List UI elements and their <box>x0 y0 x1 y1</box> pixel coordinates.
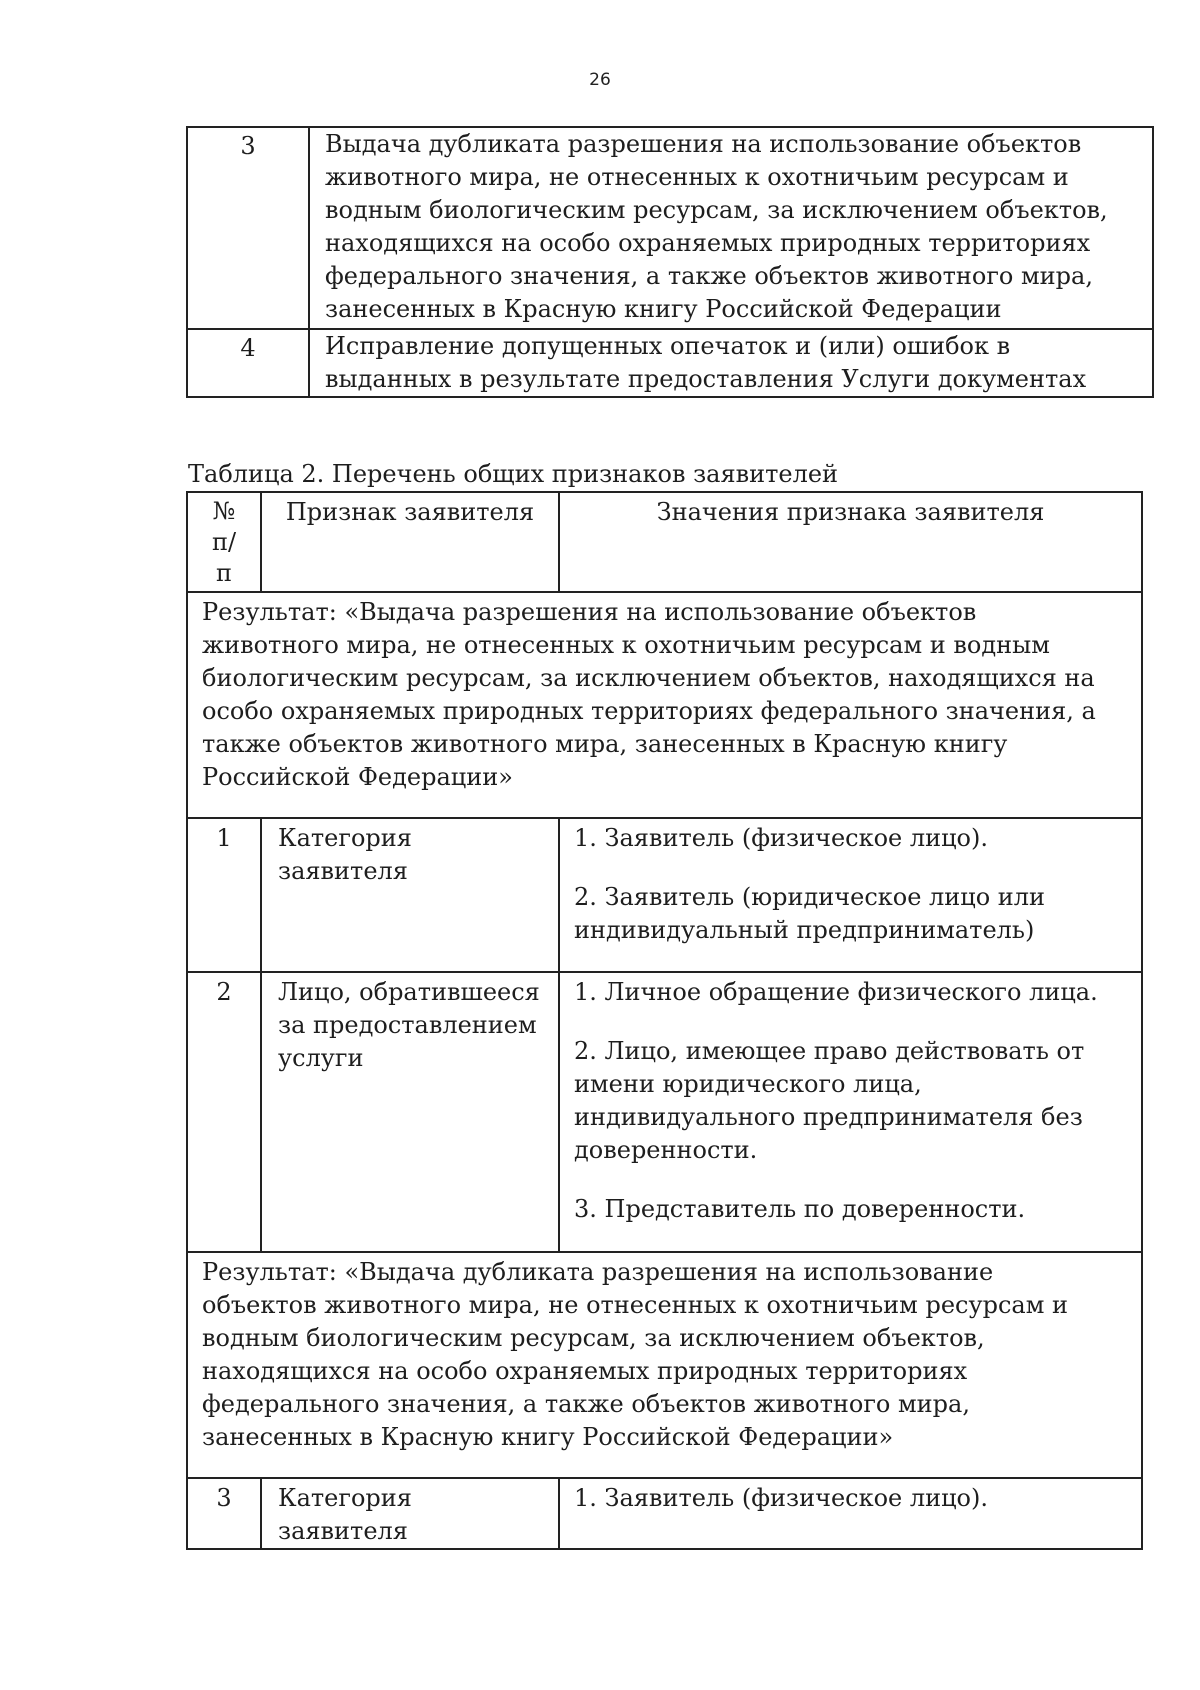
text-line: также объектов животного мира, занесенных в Красную книгу <box>202 730 1008 758</box>
header-number <box>187 492 261 592</box>
text-line: биологическим ресурсам, за исключением объектов, находящихся на <box>202 664 1095 692</box>
text-line: водным биологическим ресурсам, за исключением объектов, <box>202 1324 985 1352</box>
page-number: 26 <box>589 70 611 90</box>
value-item <box>574 1482 1133 1515</box>
text-line: объектов животного мира, не отнесенных к охотничьим ресурсам и <box>202 1291 1068 1319</box>
table-row <box>187 972 1142 1252</box>
text-line: 2. Лицо, имеющее право действовать от <box>574 1037 1085 1065</box>
text-line: Выдача дубликата разрешения на использование объектов <box>325 130 1082 158</box>
text-line: Исправление допущенных опечаток и (или) ошибок в <box>325 332 1011 360</box>
table-row <box>187 329 1153 397</box>
table-row <box>187 818 1142 972</box>
values-cell <box>559 1478 1142 1549</box>
text-line: животного мира, не отнесенных к охотничьим ресурсам и <box>325 163 1069 191</box>
row-number: 1 <box>187 818 261 972</box>
value-item <box>574 976 1133 1009</box>
row-number: 3 <box>187 1478 261 1549</box>
text-line: федерального значения, а также объектов животного мира, <box>202 1390 970 1418</box>
text-line: Результат: «Выдача дубликата разрешения на использование <box>202 1258 994 1286</box>
text-line: индивидуальный предприниматель) <box>574 916 1035 944</box>
text-line: 1. Личное обращение физического лица. <box>574 978 1098 1006</box>
text-line: выданных в результате предоставления Услуги документах <box>325 365 1087 393</box>
service-description <box>309 329 1153 397</box>
header-attribute: Признак заявителя <box>261 492 559 592</box>
text-line: заявителя <box>278 857 408 885</box>
text-line: занесенных в Красную книгу Российской Федерации <box>325 295 1002 323</box>
result-description <box>187 592 1142 818</box>
text-line: имени юридического лица, <box>574 1070 922 1098</box>
result-row <box>187 1252 1142 1478</box>
text-line: 1. Заявитель (физическое лицо). <box>574 1484 988 1512</box>
header-line: № <box>212 497 236 525</box>
value-item <box>574 822 1133 855</box>
text-line: Категория <box>278 824 412 852</box>
text-line: Российской Федерации» <box>202 763 513 791</box>
table-caption: Таблица 2. Перечень общих признаков заявителей <box>188 460 839 488</box>
header-line: п/ <box>211 528 237 556</box>
text-line: за предоставлением <box>278 1011 537 1039</box>
text-line: особо охраняемых природных территориях федерального значения, а <box>202 697 1096 725</box>
header-values: Значения признака заявителя <box>559 492 1142 592</box>
text-line: Результат: «Выдача разрешения на использование объектов <box>202 598 977 626</box>
result-row <box>187 592 1142 818</box>
text-line: занесенных в Красную книгу Российской Федерации» <box>202 1423 894 1451</box>
result-description <box>187 1252 1142 1478</box>
text-line: заявителя <box>278 1517 408 1545</box>
services-table-continuation <box>186 126 1154 398</box>
values-cell <box>559 972 1142 1252</box>
table-header-row <box>187 492 1142 592</box>
row-number: 4 <box>187 329 309 397</box>
text-line: индивидуального предпринимателя без <box>574 1103 1083 1131</box>
value-item <box>574 1035 1133 1167</box>
text-line: находящихся на особо охраняемых природных территориях <box>325 229 1091 257</box>
attribute-cell <box>261 818 559 972</box>
header-line: п <box>216 559 232 587</box>
text-line: находящихся на особо охраняемых природных территориях <box>202 1357 968 1385</box>
table-row <box>187 127 1153 329</box>
applicant-attributes-table <box>186 491 1143 1550</box>
text-line: 3. Представитель по доверенности. <box>574 1195 1026 1223</box>
row-number: 3 <box>187 127 309 329</box>
text-line: Лицо, обратившееся <box>278 978 540 1006</box>
value-item <box>574 881 1133 947</box>
values-cell <box>559 818 1142 972</box>
text-line: Категория <box>278 1484 412 1512</box>
table-row <box>187 1478 1142 1549</box>
service-description <box>309 127 1153 329</box>
text-line: 2. Заявитель (юридическое лицо или <box>574 883 1046 911</box>
text-line: доверенности. <box>574 1136 758 1164</box>
text-line: водным биологическим ресурсам, за исключением объектов, <box>325 196 1108 224</box>
text-line: 1. Заявитель (физическое лицо). <box>574 824 988 852</box>
value-item <box>574 1193 1133 1226</box>
row-number: 2 <box>187 972 261 1252</box>
attribute-cell <box>261 972 559 1252</box>
attribute-cell <box>261 1478 559 1549</box>
text-line: услуги <box>278 1044 364 1072</box>
text-line: федерального значения, а также объектов животного мира, <box>325 262 1093 290</box>
text-line: животного мира, не отнесенных к охотничьим ресурсам и водным <box>202 631 1050 659</box>
